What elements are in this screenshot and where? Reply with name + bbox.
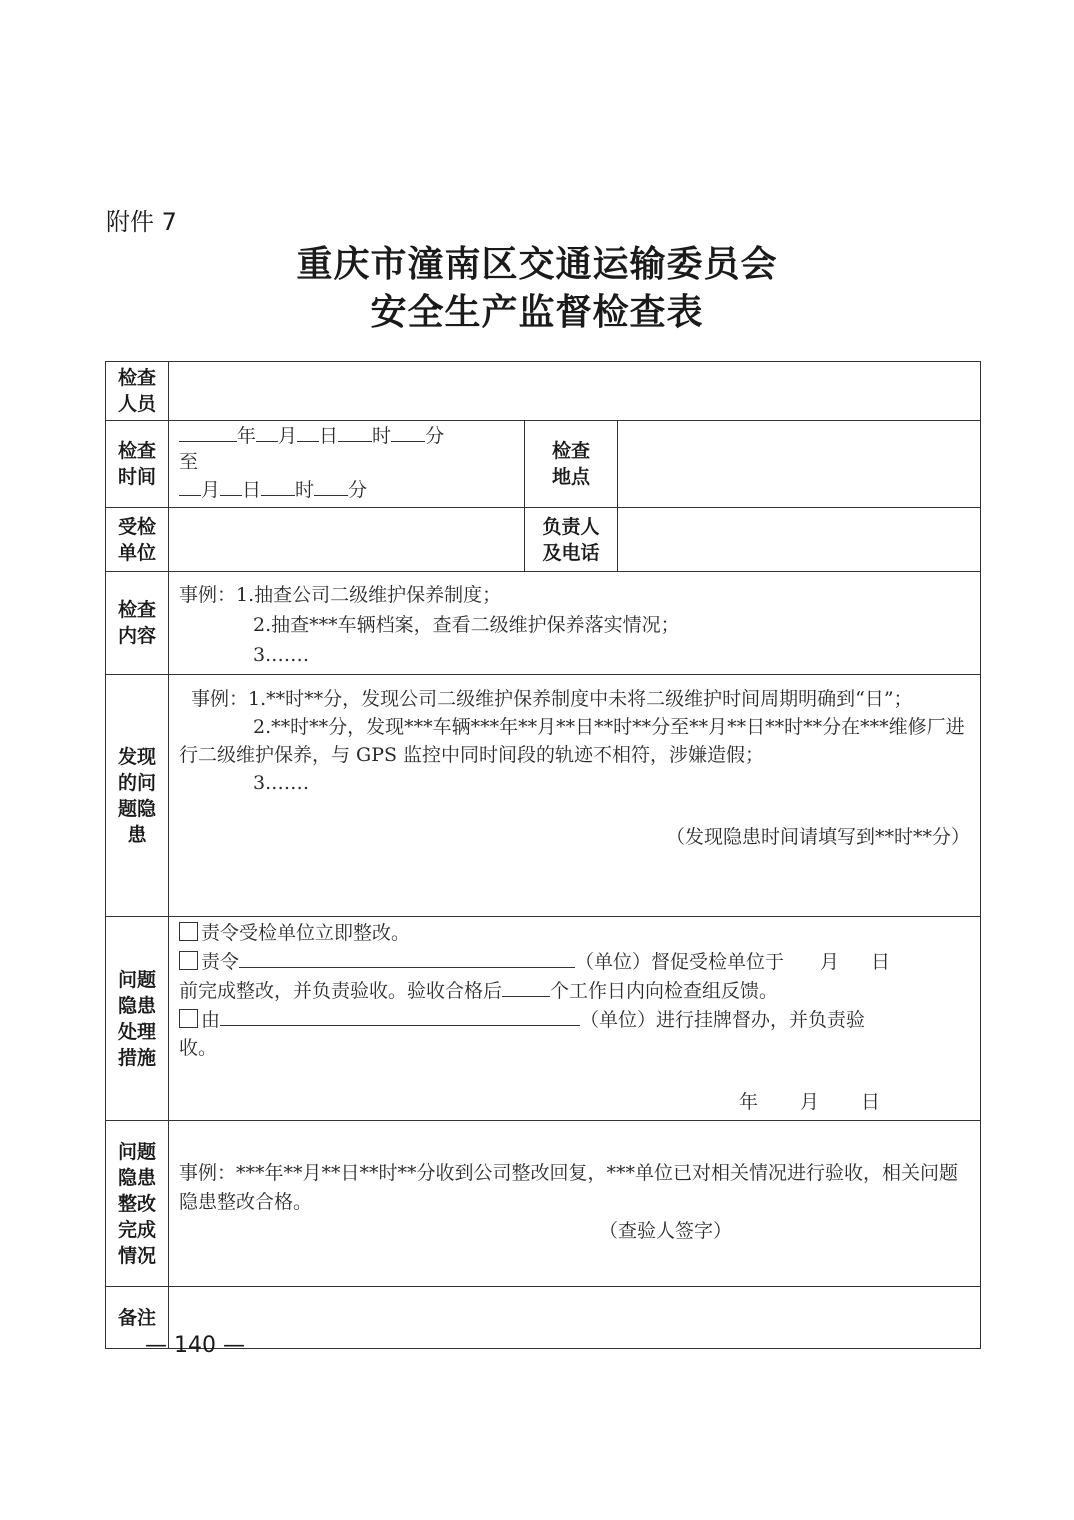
measure-option-3: 由 （单位）进行挂牌督办，并负责验: [179, 1005, 970, 1034]
issue-para-3: 3.……: [253, 772, 310, 794]
row-issues: [106, 675, 981, 917]
measure-date: 年 月 日: [739, 1091, 881, 1113]
title-line-1: 重庆市潼南区交通运输委员会: [296, 243, 778, 285]
label-measures: 问题 隐患 处理 措施: [106, 917, 169, 1121]
workdays-blank[interactable]: [502, 976, 550, 997]
measure-option-2-line-2: 前完成整改，并负责验收。验收合格后 个工作日内向检查组反馈。: [179, 976, 970, 1005]
label-inspector: 检查 人员: [106, 362, 169, 421]
content-line-1: 事例：1.抽查公司二级维护保养制度；: [179, 584, 502, 606]
field-issues[interactable]: [169, 675, 981, 917]
label-remarks: 备注: [106, 1287, 169, 1349]
issue-para-2: 2.**时**分，发现***车辆***年**月**日**时**分至**月**日**时**分在***维修厂进行二级维护保养，与 GPS 监控中同时间段的轨迹不相符，涉嫌造假；: [179, 716, 965, 766]
completion-sign: （查验人签字）: [599, 1220, 733, 1242]
field-unit[interactable]: [169, 508, 525, 572]
row-measures: [106, 917, 981, 1121]
measure-option-1: 责令受检单位立即整改。: [179, 919, 970, 947]
field-completion[interactable]: [169, 1121, 981, 1287]
label-content: 检查 内容: [106, 572, 169, 675]
supervise-unit-blank[interactable]: [239, 947, 575, 968]
checkbox-immediate[interactable]: [179, 922, 198, 941]
field-measures: [169, 917, 981, 1121]
field-content[interactable]: [169, 572, 981, 675]
measure-option-2: 责令 （单位）督促受检单位于 月 日: [179, 947, 970, 976]
field-remarks[interactable]: [169, 1287, 981, 1349]
checkbox-supervise[interactable]: [179, 951, 198, 970]
checkbox-listing[interactable]: [179, 1009, 198, 1028]
field-contact[interactable]: [618, 508, 981, 572]
field-time[interactable]: 年 月 日 时 分 至 月 日 时 分: [169, 421, 525, 508]
title-line-2: 安全生产监督检查表: [370, 291, 704, 333]
completion-text: 事例：***年**月**日**时**分收到公司整改回复，***单位已对相关情况进行验收，相关问题隐患整改合格。: [179, 1162, 959, 1213]
issue-para-1: 事例：1.**时**分，发现公司二级维护保养制度中未将二级维护时间周期明确到“日”；: [191, 688, 913, 710]
page-number: — 140 —: [145, 1333, 245, 1358]
label-issues: 发现 的问 题隐 患: [106, 675, 169, 917]
field-inspector[interactable]: [169, 362, 981, 421]
row-completion: [106, 1121, 981, 1287]
label-time: 检查 时间: [106, 421, 169, 508]
row-content: [106, 572, 981, 675]
measure-option-3-line-2: 收。: [179, 1037, 218, 1059]
inspection-form: [105, 361, 981, 1349]
field-place[interactable]: [618, 421, 981, 508]
listing-unit-blank[interactable]: [220, 1005, 580, 1026]
label-completion: 问题 隐患 整改 完成 情况: [106, 1121, 169, 1287]
issue-note: （发现隐患时间请填写到**时**分）: [666, 826, 971, 848]
content-line-3: 3.……: [253, 644, 310, 666]
row-unit: [106, 508, 981, 572]
row-inspector: [106, 362, 981, 421]
label-place: 检查 地点: [525, 421, 618, 508]
row-time: [106, 421, 981, 508]
label-contact: 负责人 及电话: [525, 508, 618, 572]
attachment-label: 附件 7: [106, 208, 177, 236]
content-line-2: 2.抽查***车辆档案，查看二级维护保养落实情况；: [253, 614, 680, 636]
label-unit: 受检 单位: [106, 508, 169, 572]
